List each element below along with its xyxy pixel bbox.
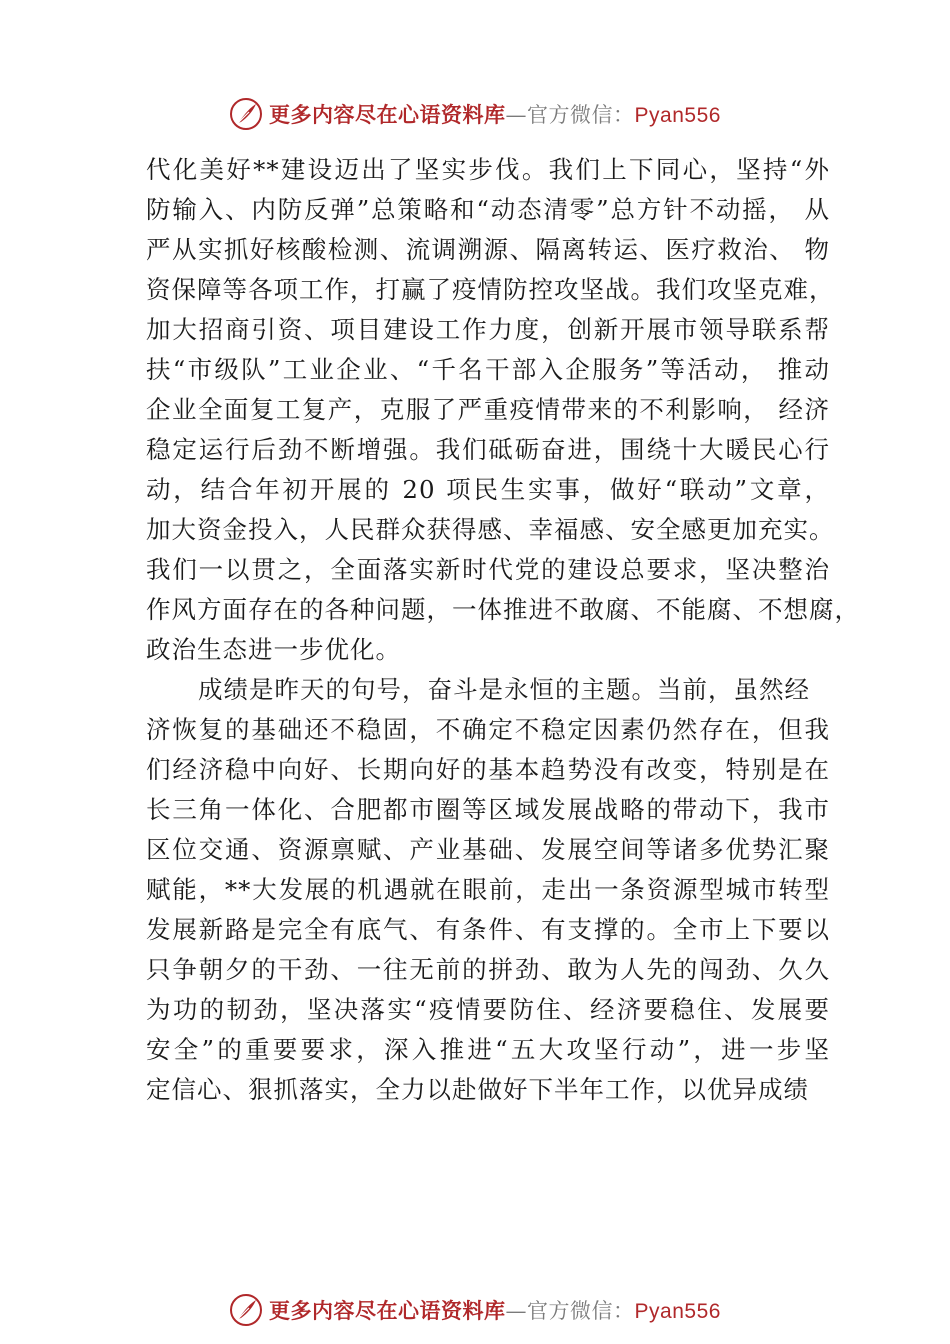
text-line: 加大招商引资、项目建设工作力度，创新开展市领导联系帮 xyxy=(146,315,830,344)
banner-wechat-id: Pyan556 xyxy=(634,1300,721,1323)
text-line: 作风方面存在的各种问题，一体推进不敢腐、不能腐、不想腐， xyxy=(146,595,860,624)
text-line: 政治生态进一步优化。 xyxy=(146,635,401,664)
text-line: 稳定运行后劲不断增强。我们砥砺奋进，围绕十大暖民心行 xyxy=(146,435,830,464)
text-line: 长三角一体化、合肥都市圈等区域发展战略的带动下，我市 xyxy=(146,795,830,824)
feather-pen-logo-icon xyxy=(229,97,263,131)
text-line: 企业全面复工复产，克服了严重疫情带来的不利影响， 经济 xyxy=(146,395,830,424)
footer-banner-text xyxy=(269,1295,721,1325)
header-banner-content xyxy=(229,97,721,131)
feather-pen-logo-icon xyxy=(229,1293,263,1327)
document-body xyxy=(146,150,860,1110)
text-line: 防输入、内防反弹”总策略和“动态清零”总方针不动摇， 从 xyxy=(146,195,830,224)
text-line: 只争朝夕的干劲、一往无前的拼劲、敢为人先的闯劲、久久 xyxy=(146,955,830,984)
text-line: 安全”的重要要求，深入推进“五大攻坚行动”，进一步坚 xyxy=(146,1035,830,1064)
text-line: 赋能，**大发展的机遇就在眼前，走出一条资源型城市转型 xyxy=(146,875,830,904)
text-line: 发展新路是完全有底气、有条件、有支撑的。全市上下要以 xyxy=(146,915,830,944)
text-line: 资保障等各项工作，打赢了疫情防控攻坚战。我们攻坚克难， xyxy=(146,275,835,304)
text-line: 定信心、狠抓落实，全力以赴做好下半年工作，以优异成绩 xyxy=(146,1075,809,1104)
header-banner xyxy=(0,94,950,134)
banner-wechat-id: Pyan556 xyxy=(634,104,721,127)
banner-library-name: 更多内容尽在心语资料库 xyxy=(269,102,506,127)
text-line: 代化美好**建设迈出了坚实步伐。我们上下同心，坚持“外 xyxy=(146,155,830,184)
text-line: 严从实抓好核酸检测、流调溯源、隔离转运、医疗救治、 物 xyxy=(146,235,830,264)
banner-dash: — xyxy=(505,1299,528,1323)
text-line: 区位交通、资源禀赋、产业基础、发展空间等诸多优势汇聚 xyxy=(146,835,830,864)
banner-dash: — xyxy=(505,103,528,127)
text-line: 们经济稳中向好、长期向好的基本趋势没有改变，特别是在 xyxy=(146,755,830,784)
banner-library-name: 更多内容尽在心语资料库 xyxy=(269,1298,506,1323)
text-line: 加大资金投入，人民群众获得感、幸福感、安全感更加充实。 xyxy=(146,515,835,544)
text-line: 扶“市级队”工业企业、“千名干部入企服务”等活动， 推动 xyxy=(146,355,830,384)
paragraph-first-line: 成绩是昨天的句号，奋斗是永恒的主题。当前，虽然经 xyxy=(198,675,810,704)
text-line: 济恢复的基础还不稳固，不确定不稳定因素仍然存在，但我 xyxy=(146,715,830,744)
text-line: 为功的韧劲，坚决落实“疫情要防住、经济要稳住、发展要 xyxy=(146,995,830,1024)
text-line: 我们一以贯之，全面落实新时代党的建设总要求，坚决整治 xyxy=(146,555,830,584)
footer-banner xyxy=(0,1290,950,1330)
banner-wechat-label: 官方微信： xyxy=(527,1299,635,1323)
banner-wechat-label: 官方微信： xyxy=(527,103,635,127)
header-banner-text xyxy=(269,99,721,129)
text-line: 动，结合年初开展的 20 项民生实事，做好“联动”文章， xyxy=(146,475,830,504)
footer-banner-content xyxy=(229,1293,721,1327)
